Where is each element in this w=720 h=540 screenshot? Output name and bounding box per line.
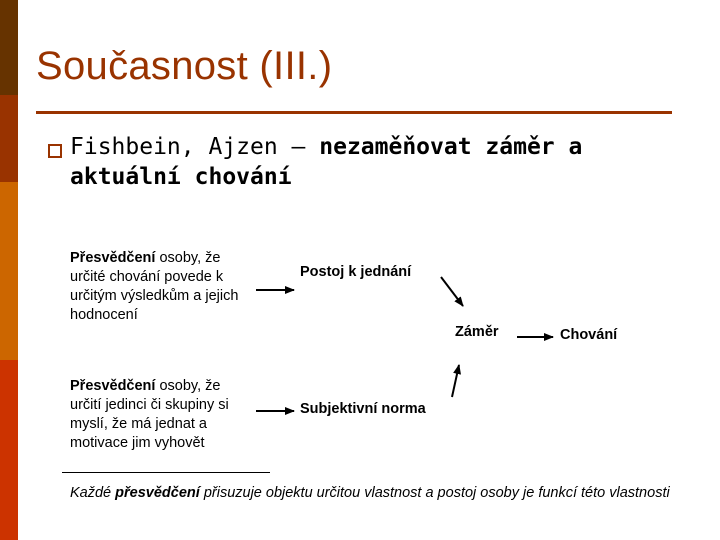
belief-normative-text: osoby, že určití jedinci či skupiny si myslí, že má jednat a motivace jim vyhovět xyxy=(70,378,229,451)
belief-normative-bold: Přesvědčení xyxy=(70,378,156,394)
slide-title: Současnost (III.) xyxy=(36,44,333,88)
arrow-norm-to-intention xyxy=(452,365,459,397)
footnote xyxy=(70,483,690,503)
node-intention: Záměr xyxy=(455,324,499,340)
node-behavior: Chování xyxy=(560,327,618,343)
footnote-bold: přesvědčení xyxy=(115,485,200,501)
node-subjective-norm: Subjektivní norma xyxy=(300,401,426,417)
node-attitude: Postoj k jednání xyxy=(300,264,412,280)
arrow-attitude-to-intention xyxy=(441,277,463,306)
footnote-divider xyxy=(62,472,270,473)
footnote-post: přisuzuje objektu určitou vlastnost a postoj osoby je funkcí této vlastnosti xyxy=(199,485,670,501)
belief-behavioral-bold: Přesvědčení xyxy=(70,250,156,266)
belief-behavioral-text: osoby, že určité chování povede k určitým výsledkům a jejich hodnocení xyxy=(70,250,239,323)
bullet-normal-text: Fishbein, Ajzen – xyxy=(70,134,320,160)
bullet-bold-text: nezaměňovat záměr a aktuální chování xyxy=(70,134,583,190)
footnote-pre: Každé xyxy=(70,485,116,501)
